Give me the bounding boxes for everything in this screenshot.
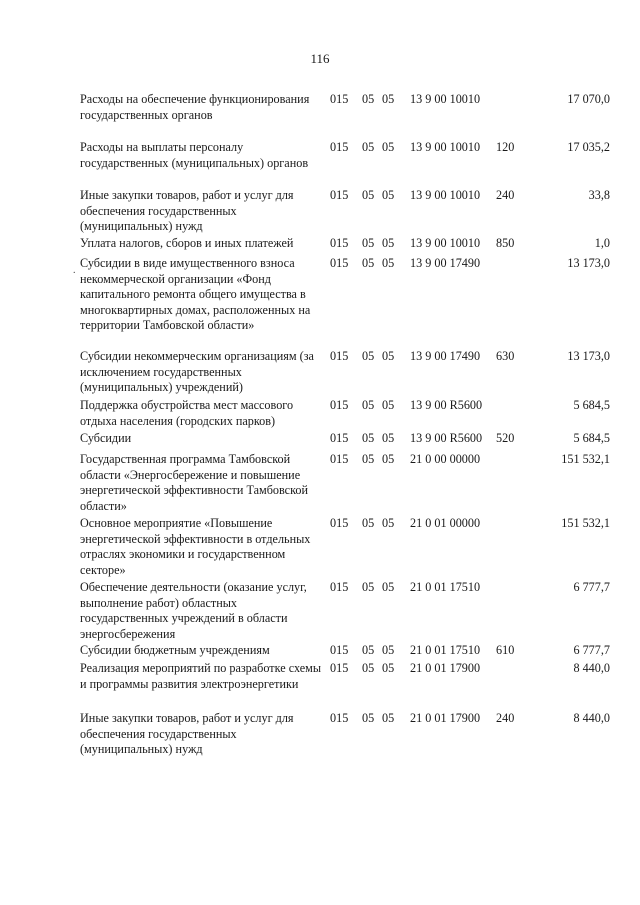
row-razdel: 05 [362, 349, 375, 363]
row-razdel: 05 [362, 188, 375, 202]
row-razdel: 05 [362, 452, 375, 466]
row-target-article: 21 0 01 00000 [410, 516, 481, 530]
row-name: Субсидии бюджетным учреждениям [80, 643, 270, 657]
row-name: Основное мероприятие «Повышение энергетической эффективности в отдельных отраслях экономики и государственном секторе» [80, 516, 311, 577]
row-podrazdel: 05 [382, 92, 395, 106]
row-vedomstvo: 015 [330, 643, 349, 657]
row-target-article: 21 0 01 17510 [410, 580, 481, 594]
row-target-article: 21 0 01 17900 [410, 711, 481, 725]
row-vedomstvo: 015 [330, 516, 349, 530]
row-vedomstvo: 015 [330, 452, 349, 466]
row-podrazdel: 05 [382, 256, 395, 270]
row-podrazdel: 05 [382, 140, 395, 154]
row-vedomstvo: 015 [330, 92, 349, 106]
row-target-article: 13 9 00 R5600 [410, 398, 483, 412]
row-expense-type: 240 [496, 711, 515, 725]
row-name: Обеспечение деятельности (оказание услуг, выполнение работ) областных государственных учреждений в области энергосбережения [80, 580, 307, 641]
scan-mark: . [73, 265, 76, 276]
row-vedomstvo: 015 [330, 580, 349, 594]
row-name: Поддержка обустройства мест массового отдыха населения (городских парков) [80, 398, 294, 428]
row-name: Субсидии в виде имущественного взноса некоммерческой организации «Фонд капитального ремонта общего имущества в многоквартирных домах, расположенных на территории Тамбовской области» [80, 256, 311, 333]
row-expense-type: 850 [496, 236, 515, 250]
row-expense-type: 630 [496, 349, 515, 363]
row-target-article: 13 9 00 10010 [410, 140, 481, 154]
row-name: Субсидии некоммерческим организациям (за исключением государственных (муниципальных) учреждений) [80, 349, 314, 395]
row-target-article: 13 9 00 10010 [410, 92, 481, 106]
row-sum: 151 532,1 [561, 452, 610, 466]
row-razdel: 05 [362, 92, 375, 106]
row-sum: 151 532,1 [561, 516, 610, 530]
row-target-article: 21 0 00 00000 [410, 452, 481, 466]
row-target-article: 13 9 00 R5600 [410, 431, 483, 445]
row-name: Иные закупки товаров, работ и услуг для обеспечения государственных (муниципальных) нужд [80, 711, 294, 757]
row-sum: 5 684,5 [573, 431, 610, 445]
row-vedomstvo: 015 [330, 140, 349, 154]
row-vedomstvo: 015 [330, 661, 349, 675]
row-podrazdel: 05 [382, 431, 395, 445]
row-sum: 6 777,7 [573, 580, 610, 594]
row-target-article: 21 0 01 17510 [410, 643, 481, 657]
row-sum: 13 173,0 [567, 349, 610, 363]
row-expense-type: 610 [496, 643, 515, 657]
row-razdel: 05 [362, 398, 375, 412]
row-razdel: 05 [362, 516, 375, 530]
row-expense-type: 240 [496, 188, 515, 202]
row-razdel: 05 [362, 256, 375, 270]
row-podrazdel: 05 [382, 661, 395, 675]
row-podrazdel: 05 [382, 188, 395, 202]
row-vedomstvo: 015 [330, 431, 349, 445]
row-vedomstvo: 015 [330, 236, 349, 250]
row-sum: 1,0 [594, 236, 610, 250]
row-name: Расходы на обеспечение функционирования государственных органов [80, 92, 310, 122]
row-sum: 17 035,2 [567, 140, 610, 154]
row-vedomstvo: 015 [330, 398, 349, 412]
row-razdel: 05 [362, 236, 375, 250]
row-target-article: 13 9 00 17490 [410, 256, 481, 270]
row-vedomstvo: 015 [330, 711, 349, 725]
row-razdel: 05 [362, 711, 375, 725]
row-target-article: 13 9 00 10010 [410, 188, 481, 202]
row-razdel: 05 [362, 431, 375, 445]
row-name: Реализация мероприятий по разработке схемы и программы развития электроэнергетики [80, 661, 322, 691]
row-podrazdel: 05 [382, 643, 395, 657]
row-expense-type: 120 [496, 140, 515, 154]
row-vedomstvo: 015 [330, 188, 349, 202]
row-razdel: 05 [362, 643, 375, 657]
row-podrazdel: 05 [382, 349, 395, 363]
row-sum: 33,8 [588, 188, 610, 202]
row-name: Государственная программа Тамбовской области «Энергосбережение и повышение энергетической эффективности Тамбовской области» [80, 452, 309, 513]
page-number: 116 [310, 51, 330, 66]
row-target-article: 21 0 01 17900 [410, 661, 481, 675]
row-vedomstvo: 015 [330, 256, 349, 270]
row-sum: 6 777,7 [573, 643, 610, 657]
row-sum: 5 684,5 [573, 398, 610, 412]
row-target-article: 13 9 00 17490 [410, 349, 481, 363]
row-razdel: 05 [362, 580, 375, 594]
row-name: Уплата налогов, сборов и иных платежей [80, 236, 294, 250]
row-sum: 17 070,0 [567, 92, 610, 106]
row-podrazdel: 05 [382, 398, 395, 412]
row-name: Субсидии [80, 431, 132, 445]
row-razdel: 05 [362, 140, 375, 154]
row-razdel: 05 [362, 661, 375, 675]
row-podrazdel: 05 [382, 236, 395, 250]
row-podrazdel: 05 [382, 452, 395, 466]
row-target-article: 13 9 00 10010 [410, 236, 481, 250]
row-name: Иные закупки товаров, работ и услуг для обеспечения государственных (муниципальных) нужд [80, 188, 294, 234]
row-name: Расходы на выплаты персоналу государственных (муниципальных) органов [80, 140, 309, 170]
row-podrazdel: 05 [382, 711, 395, 725]
row-expense-type: 520 [496, 431, 515, 445]
row-sum: 8 440,0 [573, 711, 610, 725]
row-podrazdel: 05 [382, 516, 395, 530]
row-sum: 13 173,0 [567, 256, 610, 270]
row-vedomstvo: 015 [330, 349, 349, 363]
row-podrazdel: 05 [382, 580, 395, 594]
row-sum: 8 440,0 [573, 661, 610, 675]
